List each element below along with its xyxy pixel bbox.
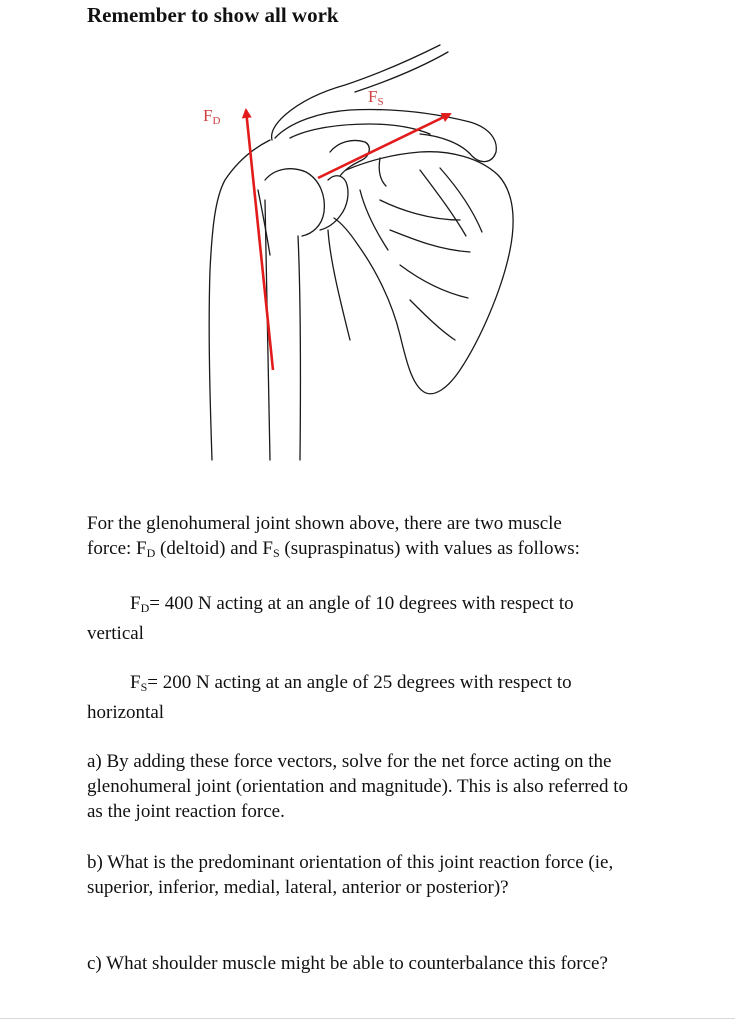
- fs-arrow: [318, 114, 450, 178]
- bone-outlines: [209, 45, 513, 460]
- fs-value-paragraph: $F_S= 200$ N acting at an angle of 25 degrees with respect to horizontal: [87, 672, 572, 723]
- fd-value-paragraph: $F_D= 400$ N acting at an angle of 10 degrees with respect to vertical: [87, 593, 574, 644]
- fd-arrow: [246, 110, 273, 370]
- fs-label: $F_S$: [368, 87, 384, 108]
- question-a: a) By adding these force vectors, solve for the net force acting on the glenohumeral joint (orientation and magnitude). This is also referred to as the joint reaction force.: [87, 751, 628, 822]
- question-b: b) What is the predominant orientation of this joint reaction force (ie, superior, inferior, medial, lateral, anterior or posterior)?: [87, 852, 614, 898]
- shoulder-figure: [180, 40, 520, 470]
- question-c: c) What shoulder muscle might be able to counterbalance this force?: [87, 953, 608, 974]
- shoulder-scapula-illustration: [180, 40, 520, 470]
- page-heading: Remember to show all work: [87, 3, 339, 27]
- page-bottom-divider: [0, 1018, 735, 1019]
- intro-paragraph: For the glenohumeral joint shown above, there are two muscle force: $F_D$ (deltoid) and $F_S$ (supraspinatus) with values as follows:: [87, 513, 580, 560]
- fd-label: $F_D$: [203, 106, 221, 127]
